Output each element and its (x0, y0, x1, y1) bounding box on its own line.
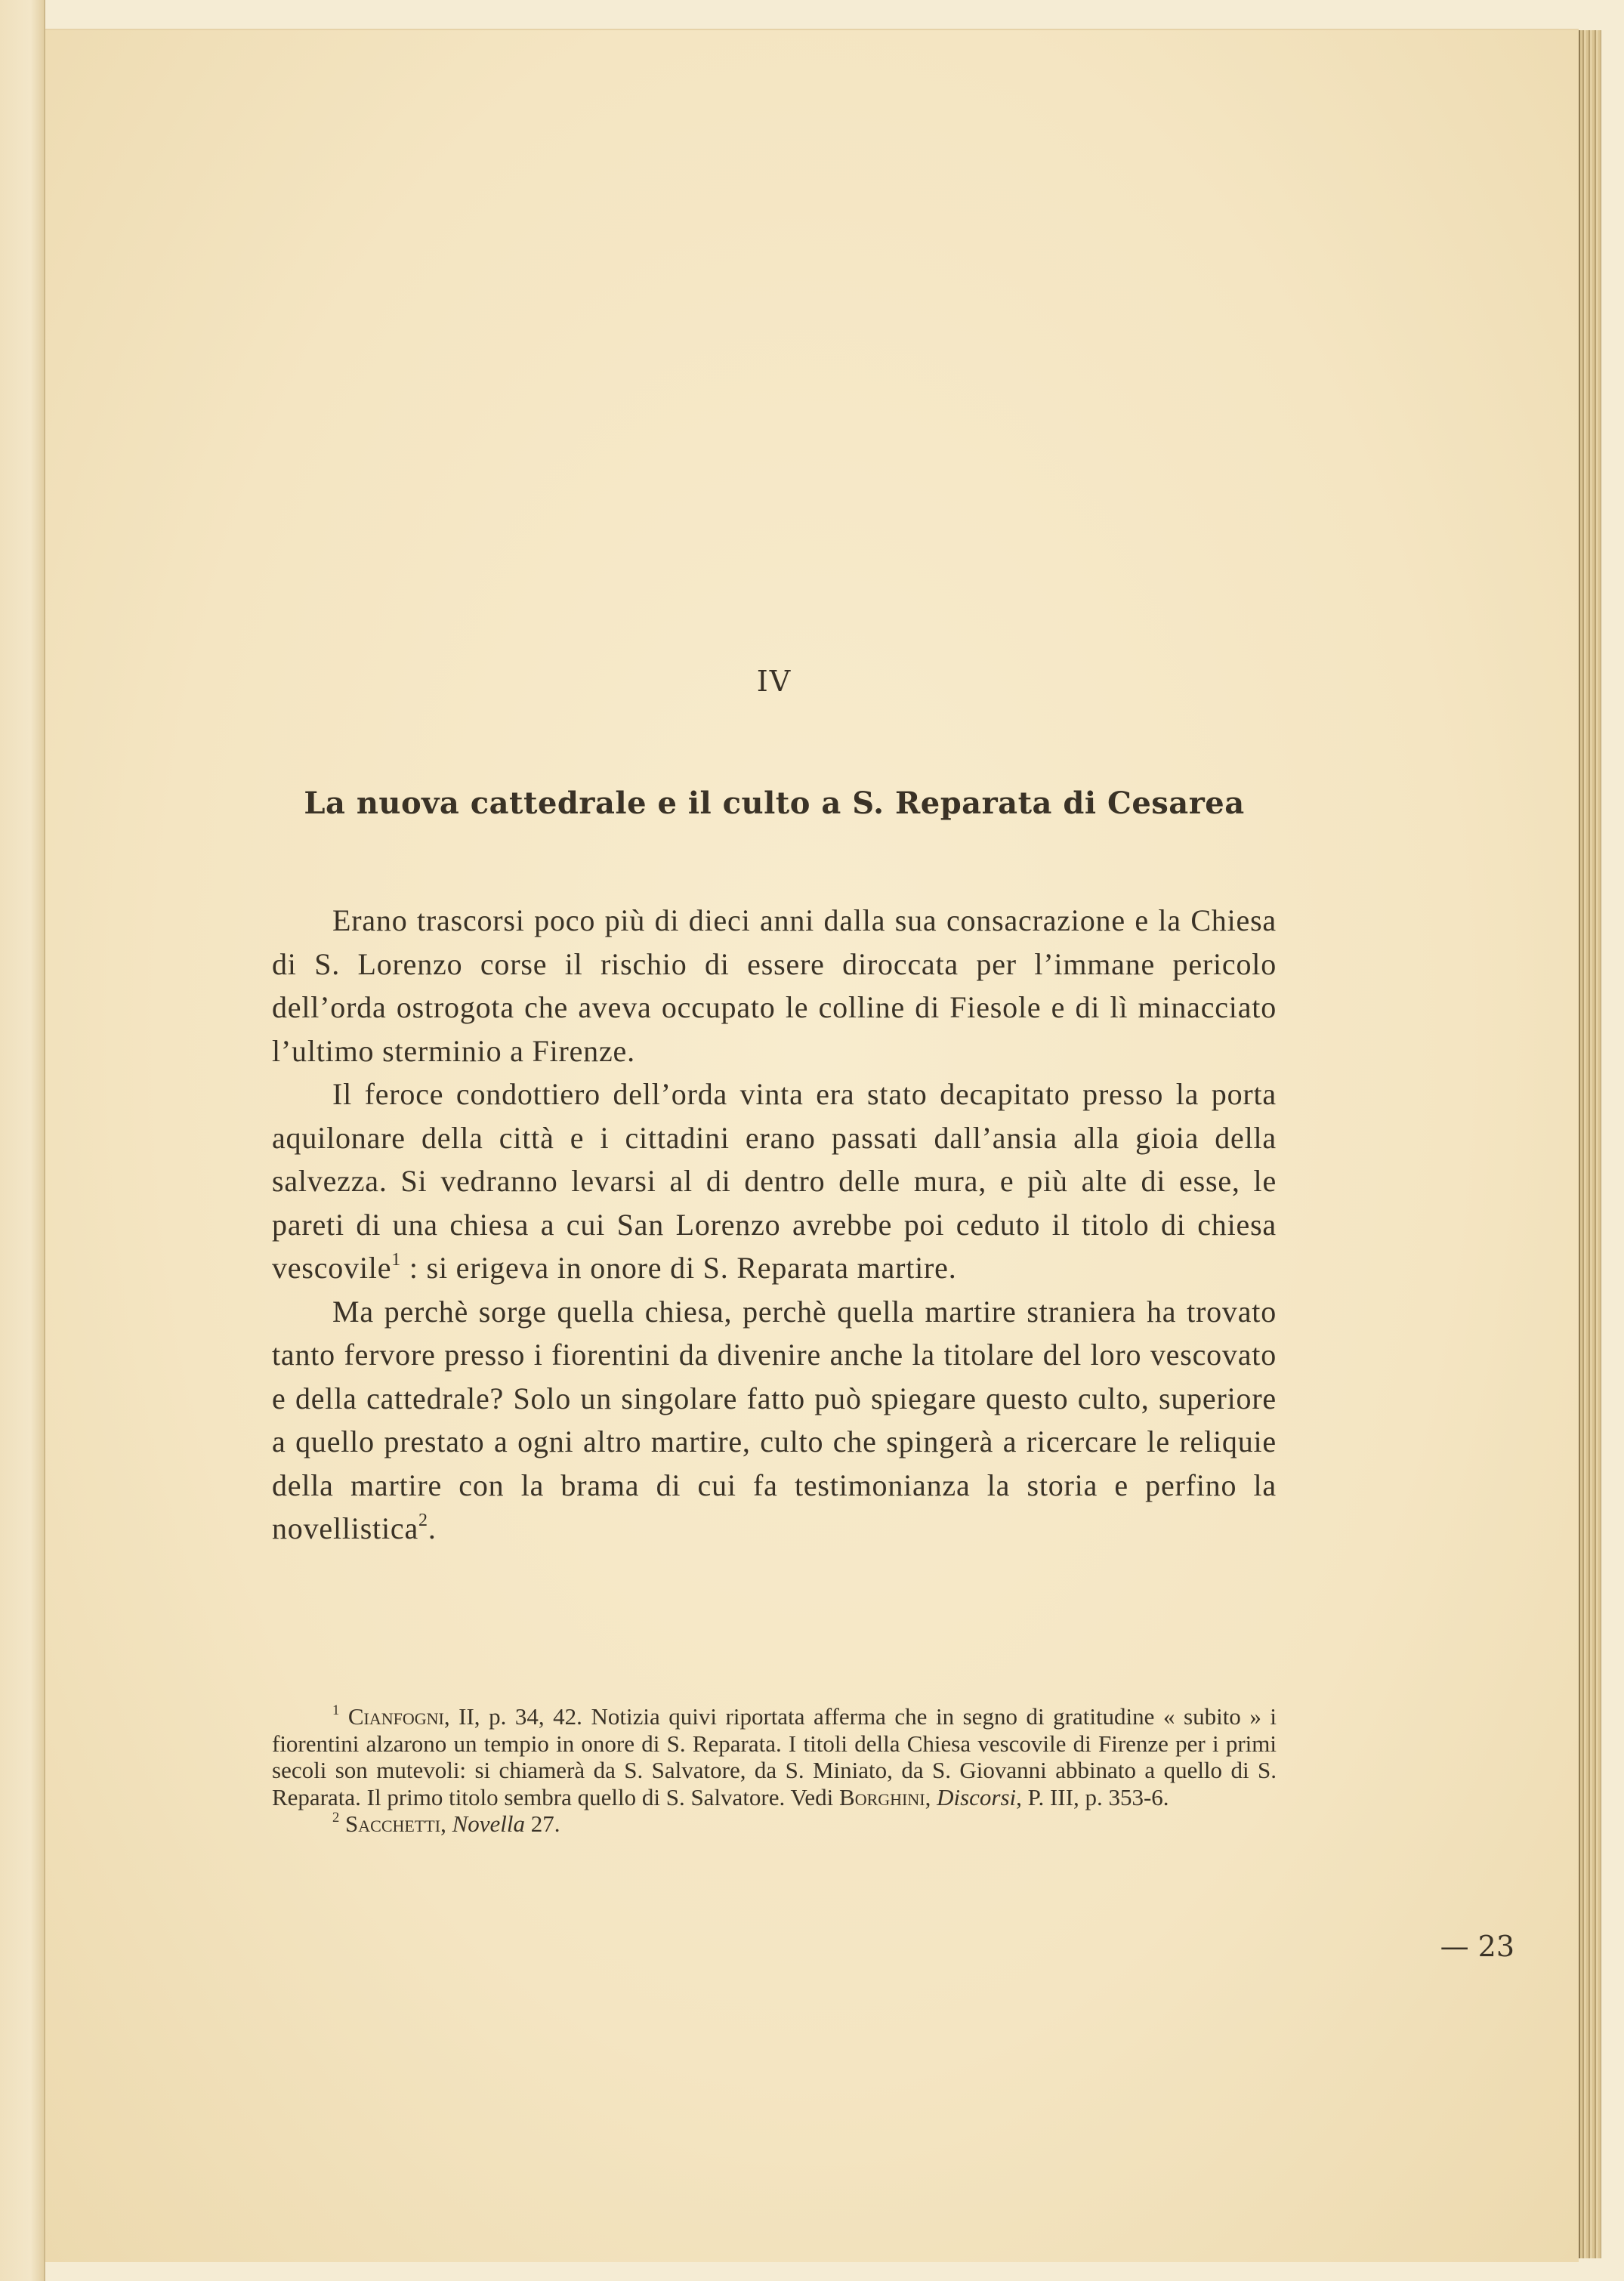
footnote-1-number: 1 (332, 1702, 340, 1718)
footnote-1-sep: , (925, 1783, 937, 1810)
body-text (272, 899, 1277, 1551)
footnotes (272, 1703, 1277, 1838)
page-stack-edges (1579, 30, 1601, 2258)
paragraph-2 (272, 1073, 1277, 1290)
footnote-2-tail: 27. (524, 1810, 560, 1837)
footnote-1-work: Discorsi (937, 1783, 1017, 1810)
footnote-2-work: Novella (452, 1810, 525, 1837)
footnote-ref-2: 2 (418, 1511, 428, 1531)
page-number: — 23 (1440, 1930, 1514, 1963)
previous-page-edge (0, 0, 45, 2281)
book-page (45, 29, 1579, 2262)
footnote-1 (272, 1703, 1277, 1810)
footnote-2-number: 2 (332, 1809, 340, 1826)
footnote-1-author: Cianfogni (347, 1703, 444, 1730)
footnote-1-author2: Borghini (839, 1783, 925, 1810)
paragraph-1 (272, 899, 1277, 1073)
footnote-2 (272, 1810, 1277, 1838)
paragraph-2-text: Il feroce condottiero dell’orda vinta era stato decapitato presso la porta aquilonare della città e i cittadini erano passati dall’ansia alla gioia della salvezza. Si vedranno levarsi al di dentro delle mura, e più alte di esse, le pareti di una chiesa a cui San Lorenzo avrebbe poi ceduto il titolo di chiesa vescovile (272, 1077, 1277, 1285)
paragraph-1-text: Erano trascorsi poco più di dieci anni dalla sua consacrazione e la Chiesa di S. Lorenzo corse il rischio di essere diroccata per l’immane pericolo dell’orda ostrogota che aveva occupato le colline di Fiesole e di lì minacciato l’ultimo sterminio a Firenze. (272, 903, 1277, 1068)
chapter-title: La nuova cattedrale e il culto a S. Reparata di Cesarea (304, 786, 1245, 821)
paragraph-3 (272, 1290, 1277, 1551)
footnote-2-author: Sacchetti (345, 1810, 441, 1837)
footnote-1-tail: , P. III, p. 353-6. (1016, 1783, 1169, 1810)
paragraph-3-text: Ma perchè sorge quella chiesa, perchè quella martire straniera ha trovato tanto fervore presso i fiorentini da divenire anche la titolare del loro vescovato e della cattedrale? Solo un singolare fatto può spiegare questo culto, superiore a quello prestato a ogni altro martire, culto che spingerà a ricercare le reliquie della martire con la brama di cui fa testimonianza la storia e perfino la novellistica (272, 1294, 1277, 1545)
chapter-number: IV (756, 665, 792, 698)
footnote-2-sep: , (440, 1810, 452, 1837)
paragraph-2-tail: : si erigeva in onore di S. Reparata martire. (401, 1251, 957, 1285)
footnote-ref-1: 1 (391, 1250, 402, 1270)
footnote-1-text: , II, p. 34, 42. Notizia quivi riportata afferma che in segno di gratitudine « subito » i fiorentini alzarono un tempio in onore di S. Reparata. I titoli della Chiesa vescovile di Firenze per i primi secoli son mutevoli: si chiamerà da S. Salvatore, da S. Miniato, da S. Giovanni abbinato a quello di S. Reparata. Il primo titolo sembra quello di S. Salvatore. Vedi (272, 1703, 1277, 1810)
paragraph-3-tail: . (428, 1511, 437, 1545)
